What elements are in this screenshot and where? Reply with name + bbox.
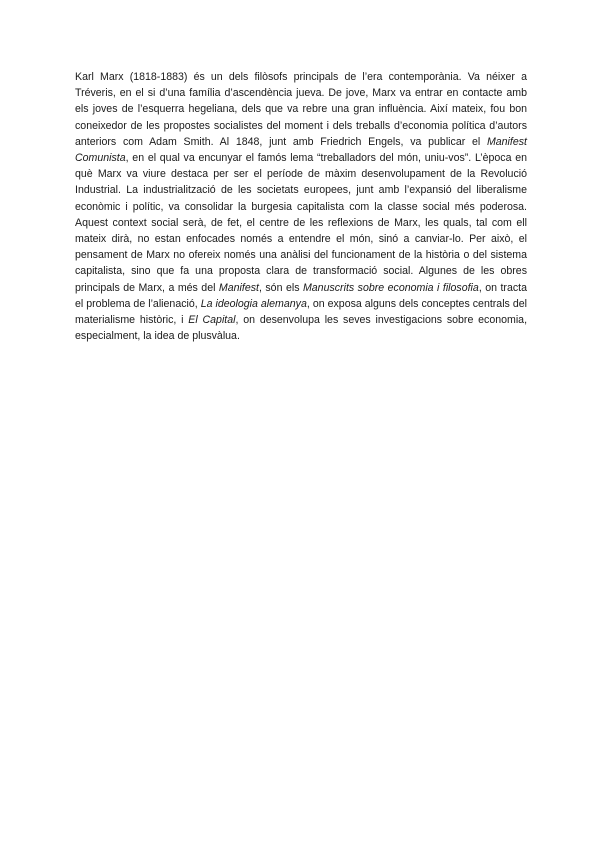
text-run: , on exposa alguns dels conceptes centrals del materialisme històric, i <box>75 297 527 327</box>
book-title-el-capital: El Capital <box>188 314 236 327</box>
book-title-ideologia-alemanya: La ideologia alemanya <box>200 297 307 310</box>
text-run: Karl Marx (1818-1883) és un dels filòsofs principals de l’era contemporània. Va néixer a Tréveris, en el si d’una família d’ascendència jueva. De jove, Marx va entrar en contacte amb els joves de l’esquerra hegeliana, dels que va rebre una gran influència. Així mateix, fou bon coneixedor de les propostes socialistes del moment i dels treballs d’economia política d’autors anteriors com Adam Smith. Al 1848, junt amb Friedrich Engels, va publicar el <box>75 71 527 148</box>
text-run: , en el qual va encunyar el famós lema “treballadors del món, uniu-vos”. L’època en què Marx va viure destaca per ser el període de màxim desenvolupament de la Revolució Industrial. La industrialització de les societats europees, junt amb l’expansió del liberalisme econòmic i polític, va consolidar la burgesia capitalista com la classe social més poderosa. Aquest context social serà, de fet, el centre de les reflexions de Marx, les quals, tal com ell mateix dirà, no estan enfocades només a entendre el món, sinó a canviar-lo. Per això, el pensament de Marx no ofereix només una anàlisi del funcionament de la història o del sistema capitalista, sino que fa una proposta clara de transformació social. Algunes de les obres principals de Marx, a més del <box>75 152 527 294</box>
book-title-manifest-comunista: Manifest Comunista <box>75 135 527 165</box>
book-title-manuscrits: Manuscrits sobre economia i filosofia <box>302 281 479 294</box>
book-title-manifest: Manifest <box>218 281 259 294</box>
text-run: , on tracta el problema de l’alienació, <box>75 281 527 310</box>
body-paragraph <box>75 69 527 344</box>
text-run: , on desenvolupa les seves investigacions sobre economia, especialment, la idea de plusvàlua. <box>75 314 528 343</box>
text-run: , són els <box>258 281 303 294</box>
